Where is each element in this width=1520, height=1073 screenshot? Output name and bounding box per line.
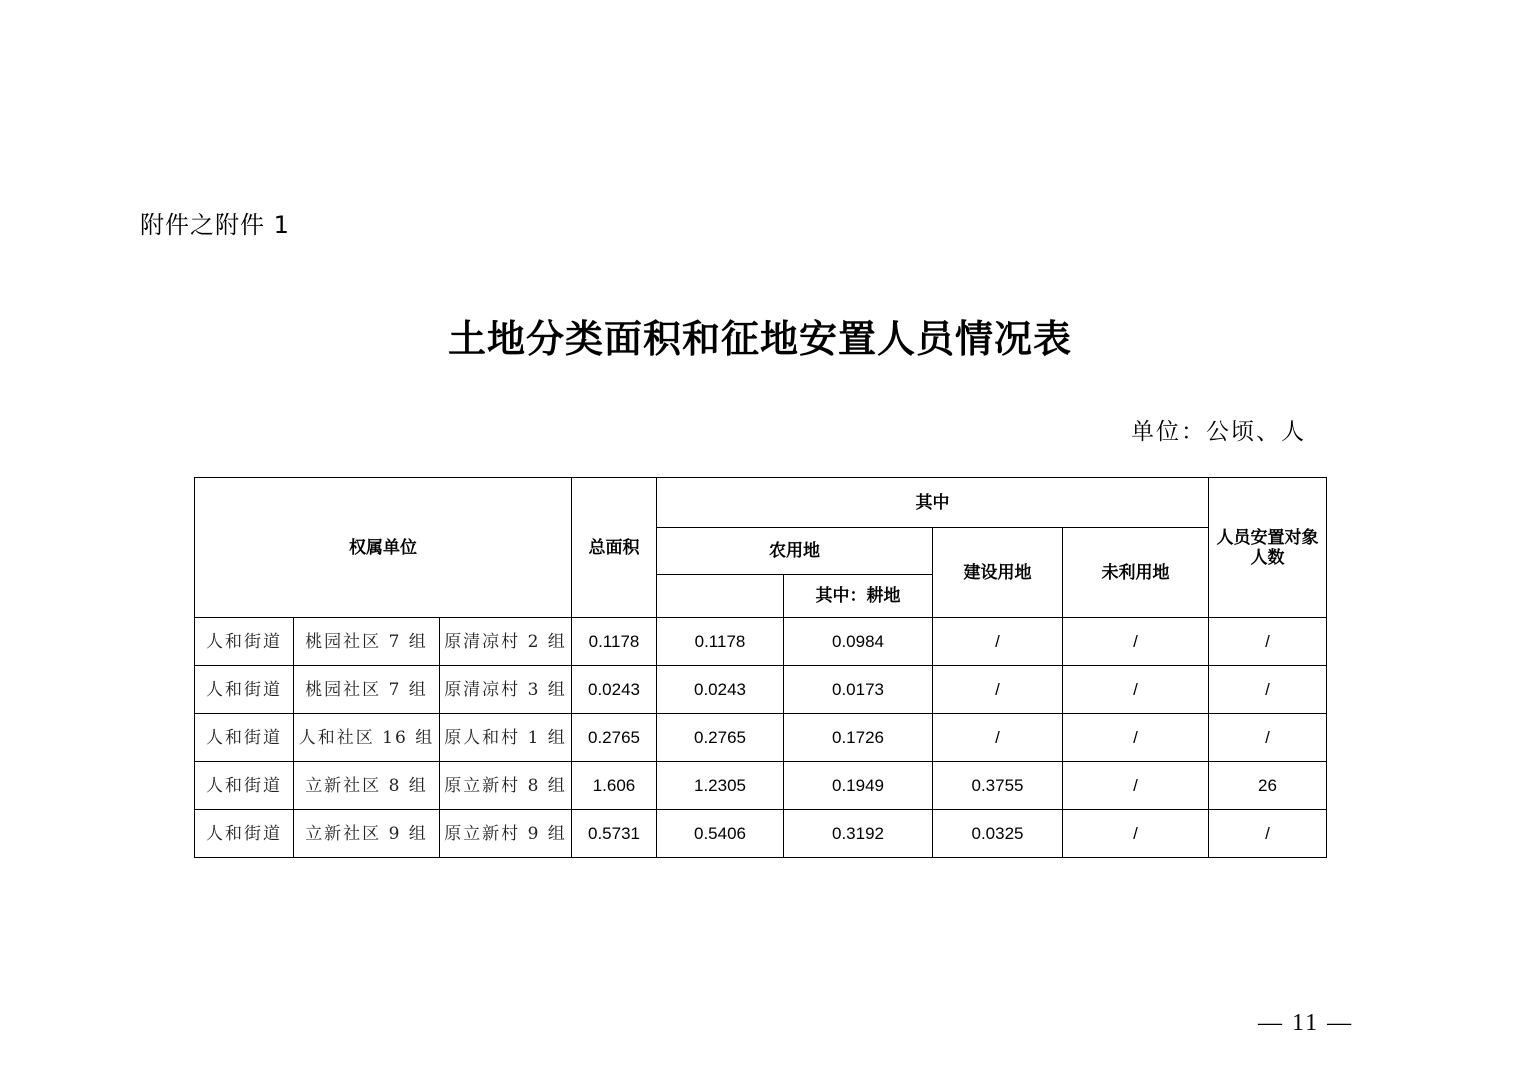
page-number: — 11 — xyxy=(1258,1010,1354,1036)
unit-note: 单位：公顷、人 xyxy=(1131,419,1306,445)
cell-total-area: 1.606 xyxy=(572,762,657,810)
cell-unused: / xyxy=(1063,666,1209,714)
cell-unused: / xyxy=(1063,762,1209,810)
cell-construction: / xyxy=(933,714,1063,762)
cell-construction: 0.0325 xyxy=(933,810,1063,858)
cell-arable: 0.1949 xyxy=(784,762,933,810)
header-farmland: 农用地 xyxy=(657,528,933,575)
header-of-which-arable: 其中：耕地 xyxy=(784,575,933,618)
header-total-area: 总面积 xyxy=(572,478,657,618)
table-row xyxy=(195,666,1327,714)
cell-persons: / xyxy=(1209,810,1327,858)
land-classification-table xyxy=(194,477,1327,858)
cell-farmland: 0.5406 xyxy=(657,810,784,858)
header-unused-land: 未利用地 xyxy=(1063,528,1209,618)
header-construction-land: 建设用地 xyxy=(933,528,1063,618)
cell-arable: 0.1726 xyxy=(784,714,933,762)
cell-former-village: 原清凉村 2 组 xyxy=(440,618,572,666)
cell-total-area: 0.1178 xyxy=(572,618,657,666)
cell-unused: / xyxy=(1063,618,1209,666)
cell-persons: / xyxy=(1209,666,1327,714)
cell-arable: 0.0984 xyxy=(784,618,933,666)
cell-street: 人和街道 xyxy=(195,618,294,666)
cell-persons: / xyxy=(1209,714,1327,762)
table-row xyxy=(195,714,1327,762)
cell-unused: / xyxy=(1063,810,1209,858)
cell-farmland: 0.0243 xyxy=(657,666,784,714)
cell-total-area: 0.0243 xyxy=(572,666,657,714)
cell-farmland: 1.2305 xyxy=(657,762,784,810)
cell-community: 桃园社区 7 组 xyxy=(294,618,440,666)
attachment-label: 附件之附件 1 xyxy=(140,211,290,239)
cell-total-area: 0.2765 xyxy=(572,714,657,762)
table-row xyxy=(195,618,1327,666)
table-row xyxy=(195,762,1327,810)
cell-former-village: 原立新村 9 组 xyxy=(440,810,572,858)
header-resettled-persons: 人员安置对象人数 xyxy=(1209,478,1327,618)
cell-farmland: 0.2765 xyxy=(657,714,784,762)
header-owner-unit: 权属单位 xyxy=(195,478,572,618)
cell-community: 桃园社区 7 组 xyxy=(294,666,440,714)
cell-former-village: 原立新村 8 组 xyxy=(440,762,572,810)
cell-farmland: 0.1178 xyxy=(657,618,784,666)
cell-persons: / xyxy=(1209,618,1327,666)
cell-community: 人和社区 16 组 xyxy=(294,714,440,762)
cell-former-village: 原人和村 1 组 xyxy=(440,714,572,762)
header-farmland-blank xyxy=(657,575,784,618)
header-of-which: 其中 xyxy=(657,478,1209,528)
cell-street: 人和街道 xyxy=(195,666,294,714)
cell-arable: 0.0173 xyxy=(784,666,933,714)
cell-construction: / xyxy=(933,666,1063,714)
cell-community: 立新社区 8 组 xyxy=(294,762,440,810)
cell-street: 人和街道 xyxy=(195,762,294,810)
cell-total-area: 0.5731 xyxy=(572,810,657,858)
cell-persons: 26 xyxy=(1209,762,1327,810)
cell-unused: / xyxy=(1063,714,1209,762)
document-title: 土地分类面积和征地安置人员情况表 xyxy=(447,316,1072,361)
cell-street: 人和街道 xyxy=(195,714,294,762)
cell-community: 立新社区 9 组 xyxy=(294,810,440,858)
cell-street: 人和街道 xyxy=(195,810,294,858)
cell-construction: / xyxy=(933,618,1063,666)
cell-former-village: 原清凉村 3 组 xyxy=(440,666,572,714)
cell-construction: 0.3755 xyxy=(933,762,1063,810)
cell-arable: 0.3192 xyxy=(784,810,933,858)
table-row xyxy=(195,810,1327,858)
